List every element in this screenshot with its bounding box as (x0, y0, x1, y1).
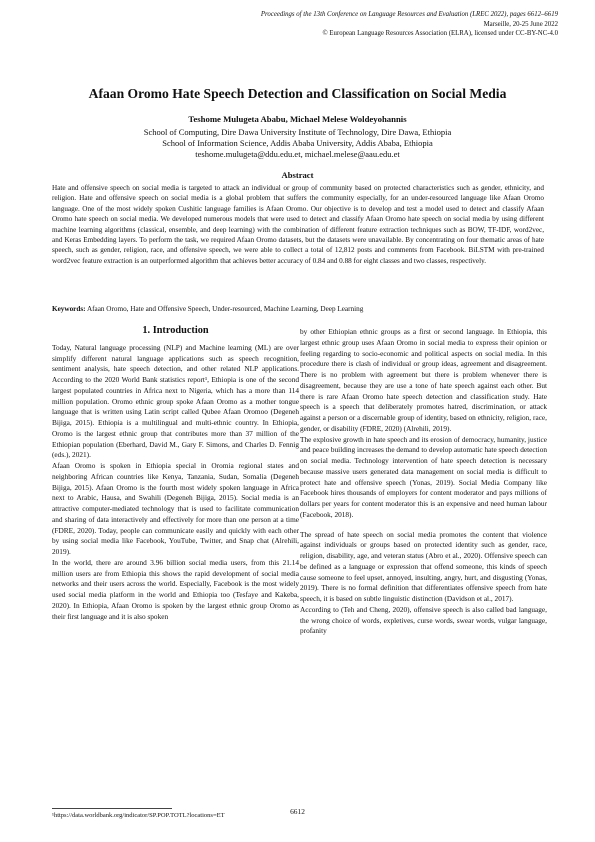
paragraph: The spread of hate speech on social media promotes the content that violence against individuals or groups based on protected identity such as gender, race, religion, disability, age, and veteran status (Abro et al., 2020). Offensive speech can be defined as a language or expression that offend someone, this kinds of speech cause someone to feel upset, annoyed, insulting, angry, hurt, and disgusting (Yonas, 2019). There is no formal definition that differentiates offensive speech from hate speech, it is based on subtle linguistic distinction (Davidson et al., 2017). (300, 529, 547, 603)
author-emails: teshome.mulugeta@ddu.edu.et, michael.melese@aau.edu.et (195, 148, 400, 159)
abstract-text: Hate and offensive speech on social media is targeted to attack an individual or group of community based on protected characteristics such as gender, ethnicity, and religion. Hate and offensive speech on social media is a global problem that suffers the community especially, for an under-resourced language like Afaan Oromo language. One of the most widely spoken Cushitic language families is Afaan Oromo. Our objective is to develop and test a model used to detect and classify Afaan Oromo hate speech on social media. We developed numerous models that were used to detect and classify Afaan Oromo hate speech on social media by using different machine learning algorithms (classical, ensemble, and deep learning) with the combination of different feature extraction techniques such as BOW, TF-IDF, word2vec, and Keras Embedding layers. To perform the task, we required Afaan Oromo datasets, but the datasets were unavailable. By concentrating on four thematic areas of hate speech, such as gender, religion, race, and offensive speech, we were able to collect a total of 12,812 posts and comments from Facebook. BiLSTM with pre-trained word2vec feature extraction is an outperformed algorithm that achieves better accuracy of 0.84 and 0.88 for eight classes and two classes, respectively. (52, 184, 544, 265)
header-line-2: Marseille, 20-25 June 2022 (483, 20, 558, 28)
keywords-label: Keywords: (52, 305, 86, 313)
paragraph: According to (Teh and Cheng, 2020), offensive speech is also called bad language, the wrong choice of words, expletives, curse words, swear words, vulgar language, profanity (300, 604, 547, 636)
section-heading-introduction: 1. Introduction (142, 325, 209, 336)
paragraph: In the world, there are around 3.96 billion social media users, from this 21.14 million users are from Ethiopia this shows the rapid development of social media networks and their users across the world. Especially, Facebook is the most widely used social media platform in the world and Ethiopia too (Tesfaye and Kakeba, 2020). In Ethiopia, Afaan Oromo is spoken by the largest ethnic group Oromo as their first language and it is also spoken (52, 557, 299, 621)
paragraph: by other Ethiopian ethnic groups as a first or second language. In Ethiopia, this largest ethnic group uses Afaan Oromo in social media to express their opinion or feeling regarding to socio-economic and political aspects on social media. In this procedure there is clash of individual or group ideas, agreement and disagreement. There is no problem with agreement but there is problem whenever there is disagreement, because they are use a tone of hate speech against each other. But there is rare Afaan Oromo hate speech detection and classification study. Hate speech is a speech that deliberately promotes hatred, discrimination, or attack against a person or a discernable group of identity, based on ethnicity, religion, race, gender, or disability (FDRE, 2020) (Alrehili, 2019). (300, 327, 547, 433)
page-number: 6612 (290, 807, 305, 816)
affiliations (0, 127, 595, 159)
abstract-heading: Abstract (281, 170, 314, 180)
paper-authors: Teshome Mulugeta Ababu, Michael Melese Woldeyohannis (188, 114, 407, 124)
footnote: ¹https://data.worldbank.org/indicator/SP.POP.TOTL?locations=ET (52, 812, 225, 819)
header-line-3: © European Language Resources Association (ELRA), licensed under CC-BY-NC-4.0 (322, 30, 558, 37)
header-line-1: Proceedings of the 13th Conference on Language Resources and Evaluation (LREC 2022), pages 6612–6619 (260, 11, 558, 18)
affiliation-2: School of Information Science, Addis Ababa University, Addis Ababa, Ethiopia (162, 137, 433, 148)
paper-title: Afaan Oromo Hate Speech Detection and Classification on Social Media (88, 86, 507, 101)
affiliation-1: School of Computing, Dire Dawa University Institute of Technology, Dire Dawa, Ethiopia (143, 127, 452, 137)
left-column (52, 322, 299, 622)
proceedings-header (158, 10, 558, 39)
right-column (300, 327, 547, 637)
paragraph: Today, Natural language processing (NLP) and Machine learning (ML) are over simplify different natural language applications such as speech recognition, sentiment analysis, hate speech detection, and other related NLP applications. According to the 2020 World Bank statistics report¹, Ethiopia is one of the second largest populated countries in Africa next to Nigeria, which has a more than 114 million population. Oromo ethnic group spoke Afaan Oromo as a mother tongue language that is written using Latin script called Qubee Afaan Oromoo (Degeneh Bijiga, 2015). Ethiopia is a multilingual and multi-ethnic country. In Ethiopia, Oromo is the largest ethnic group that contributes more than 37 million of the Ethiopian population (Eberhard, David M., Gary F. Simons, and Charles D. Fennig (eds.), 2021). (52, 342, 299, 460)
paragraph: Afaan Oromo is spoken in Ethiopia special in Oromia regional states and neighboring African countries like Kenya, Tanzania, Sudan, Somalia (Degeneh Bijiga, 2015). Afaan Oromo is the fourth most widely spoken language in Africa next to Arabic, Hausa, and Swahili (Degeneh Bijiga, 2015). Social media is an attractive computer-mediated technology that is used to facilitate communication and sharing of data interactively and effectively for more than one person at a time (FDRE, 2020). Today, people can communicate easily and quickly with each other by using social media like Facebook, YouTube, Twitter, and Snap chat (Alrehili, 2019). (52, 461, 299, 556)
paragraph: The explosive growth in hate speech and its erosion of democracy, humanity, justice and peace building increases the demand to develop automatic hate speech detection on social media. Technology intervention of hate speech detection is necessary because massive users generated data management on social media is difficult to protect hate and offensive speech (Yonas, 2019). Social Media Company like Facebook hires thousands of employers for content moderator and pays millions of dollars per years for content moderator this is an expensive and need human labour (Facebook, 2018). (300, 434, 547, 519)
keywords (52, 305, 544, 313)
keywords-text: Afaan Oromo, Hate and Offensive Speech, Under-resourced, Machine Learning, Deep Learning (86, 305, 364, 313)
